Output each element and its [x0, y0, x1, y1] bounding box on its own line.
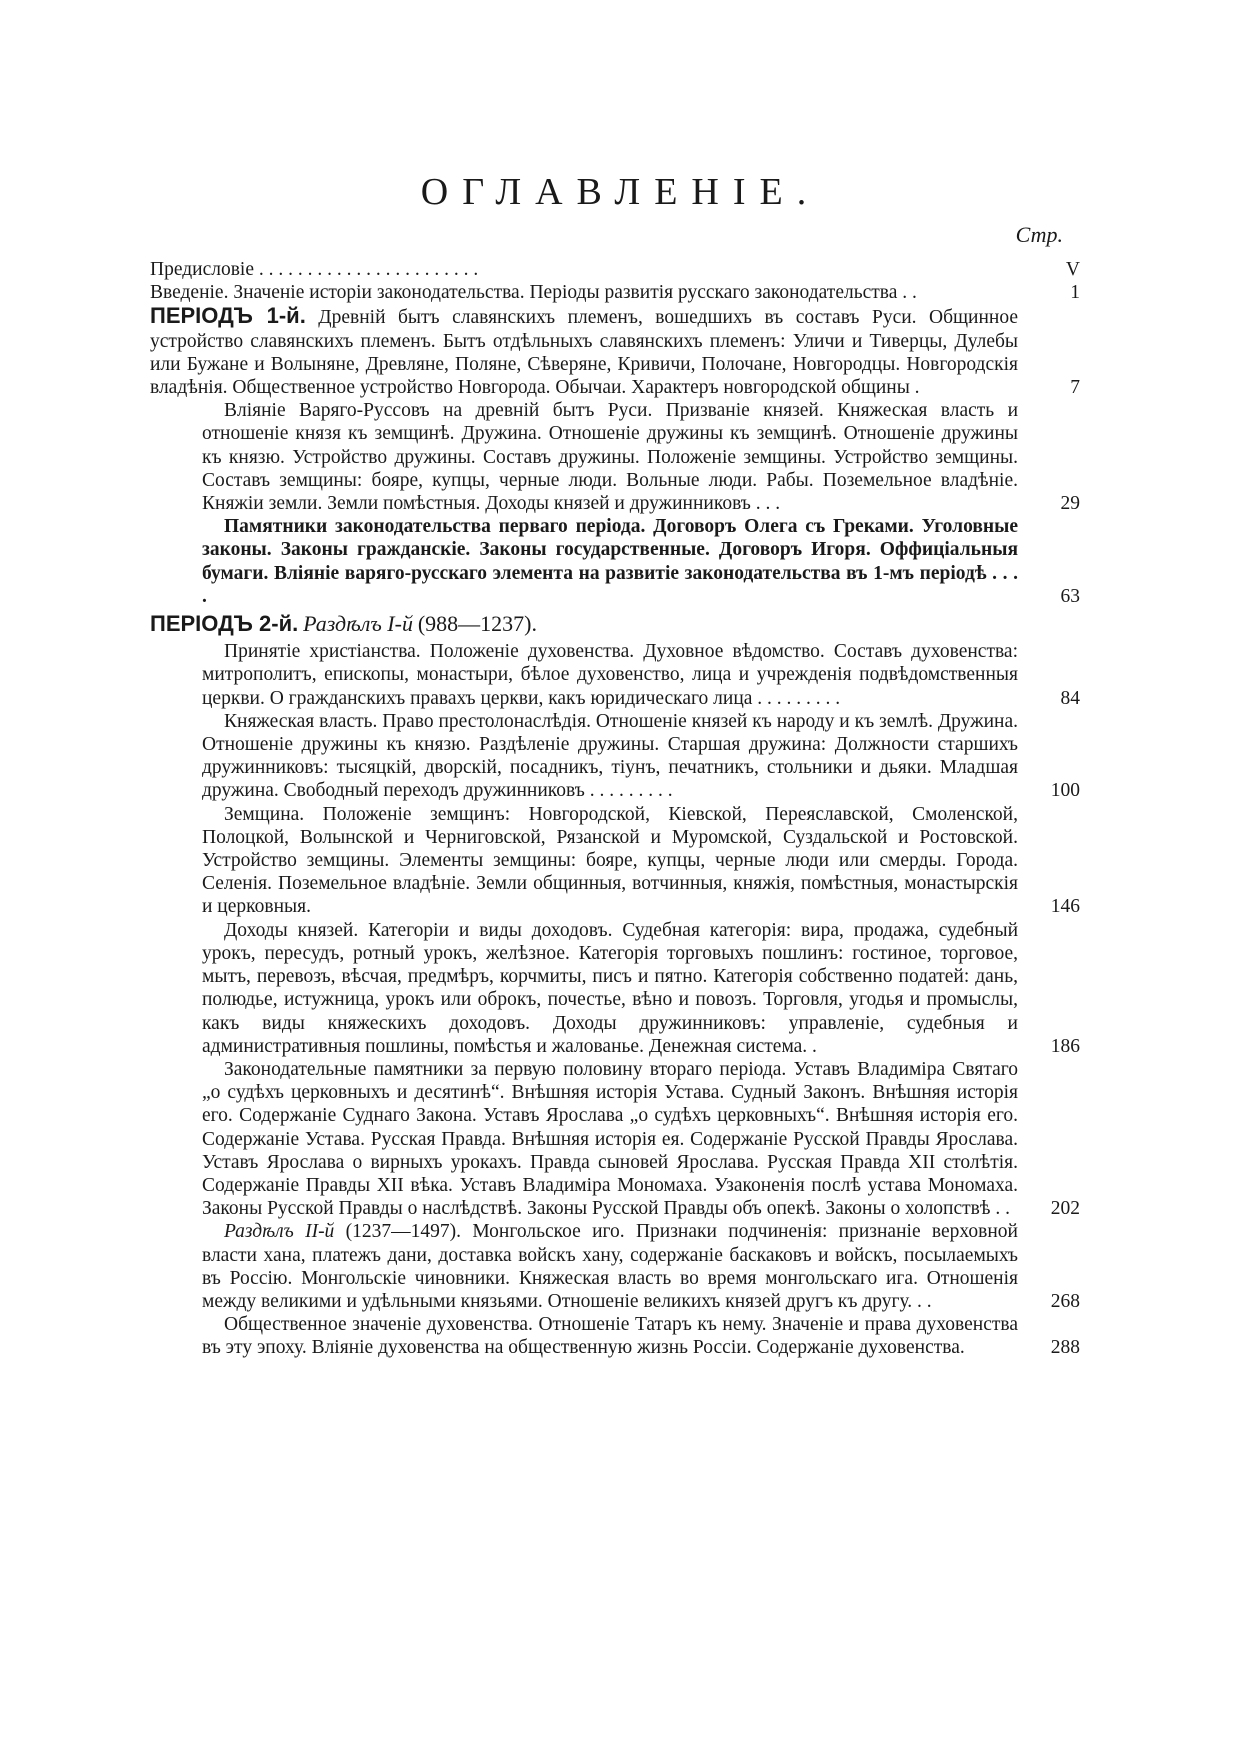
toc-entry-text: Вліяніе Варяго-Руссовъ на древній бытъ Руси. Призваніе князей. Княжеская власть и отношеніе князя къ земщинѣ. Дружина. Отношеніе дружины къ земщинѣ. Отношеніе дружины къ князю. Устройство дружины. Составъ дружины. Положеніе земщины. Устройство земщины. Составъ земщины: бояре, купцы, черные люди. Вольные люди. Рабы. Поземельное владѣніе. Княжіи земли. Земли помѣстныя. Доходы князей и дружинниковъ . . . — [202, 400, 1018, 515]
toc-page-number: 100 — [1050, 780, 1080, 802]
toc-entry-text: Законодательные памятники за первую половину втораго періода. Уставъ Владиміра Святаго „о судѣхъ церковныхъ и десятинѣ“. Внѣшняя исторія Устава. Судный Законъ. Внѣшняя исторія его. Содержаніе Суднаго Закона. Уставъ Ярослава „о судѣхъ церковныхъ“. Внѣшняя исторія его. Содержаніе Устава. Русская Правда. Внѣшняя исторія ея. Содержаніе Русской Правды Ярослава. Уставъ Ярослава о вирныхъ урокахъ. Правда сыновей Ярослава. Русская Правда XII столѣтія. Содержаніе Правды XII вѣка. Уставъ Владиміра Мономаха. Узаконенія послѣ устава Мономаха. Законы Русской Правды о наслѣдствѣ. Законы Русской Правды объ опекѣ. Законы о холопствѣ . . — [202, 1058, 1018, 1220]
page-title: ОГЛАВЛЕНІЕ. — [420, 171, 821, 213]
toc-entry — [150, 640, 1080, 710]
toc-entry — [150, 1220, 1080, 1313]
toc-page-number: 1 — [1070, 282, 1080, 304]
toc-entry — [150, 515, 1080, 608]
toc-page-number: 186 — [1050, 1035, 1080, 1057]
toc-entry — [150, 710, 1080, 803]
toc-entry-text: Земщина. Положеніе земщинъ: Новгородской, Кіевской, Переяславской, Смоленской, Полоцкой, Волынской и Черниговской, Рязанской и Муромской, Суздальской и Ростовской. Устройство земщины. Элементы земщины: бояре, купцы, черные люди или смерды. Города. Селенія. Поземельное владѣніе. Земли общинныя, вотчинныя, княжія, помѣстныя, монастырскія и церковныя. — [202, 803, 1018, 918]
toc-page-number: 84 — [1060, 687, 1080, 709]
toc-entry-text: Княжеская власть. Право престолонаслѣдія. Отношеніе князей къ народу и къ землѣ. Дружина. Отношеніе дружины къ князю. Раздѣленіе дружины. Старшая дружина: Должности старшихъ дружинниковъ: тысяцкій, дворскій, посадникъ, тіунъ, печатникъ, стольники и дьяки. Младшая дружина. Свободный переходъ дружинниковъ . . . . . . . . . — [202, 710, 1018, 802]
toc-page-number: 268 — [1050, 1290, 1080, 1312]
table-of-contents — [150, 258, 1080, 1360]
toc-entry — [150, 399, 1080, 515]
section-heading: Раздѣлъ I-й — [303, 611, 413, 637]
period-heading: ПЕРІОДЪ 1-й. — [150, 303, 306, 329]
toc-entry-text: Древній бытъ славянскихъ племенъ, вошедшихъ въ составъ Руси. Общинное устройство славянскихъ племенъ. Бытъ отдѣльныхъ славянскихъ племенъ: Уличи и Тиверцы, Дулебы или Бужане и Волыняне, Древляне, Поляне, Сѣверяне, Кривичи, Полочане, Новгородцы. Новгородскія владѣнія. Общественное устройство Новгорода. Обычаи. Характеръ новгородской общины . — [150, 307, 1018, 399]
toc-entry-text: Введеніе. Значеніе исторіи законодательства. Періоды развитія русскаго законодательства . . — [150, 282, 917, 304]
toc-page-number: 29 — [1060, 493, 1080, 515]
toc-entry-text: Доходы князей. Категоріи и виды доходовъ. Судебная категорія: вира, продажа, судебный урокъ, пересудъ, ротный урокъ, желѣзное. Категорія торговыхъ пошлинъ: гостиное, торговое, мытъ, перевозъ, вѣсчая, предмѣръ, корчмиты, писъ и пятно. Категорія собственно податей: дань, полюдье, истужница, урокъ или оброкъ, почестье, вѣно и повозъ. Торговля, угодья и промыслы, какъ виды княжескихъ доходовъ. Доходы дружинниковъ: управленіе, судебныя и административныя пошлины, помѣстья и жалованье. Денежная система. . — [202, 919, 1018, 1057]
toc-page-number: 63 — [1060, 585, 1080, 607]
section-heading: Раздѣлъ II-й — [224, 1221, 335, 1243]
toc-entry-text: Предисловіе . . . . . . . . . . . . . . . . . . . . . . . — [150, 259, 479, 280]
toc-page-number: 202 — [1050, 1198, 1080, 1220]
toc-entry-period-1 — [150, 304, 1080, 399]
toc-entry-text: Принятіе христіанства. Положеніе духовенства. Духовное вѣдомство. Составъ духовенства: митрополитъ, епископы, монастыри, бѣлое духовенство, лица и учрежденія подвѣдомственныя церкви. О гражданскихъ правахъ церкви, какъ юридическаго лица . . . . . . . . . — [202, 641, 1018, 709]
toc-entry — [150, 1058, 1080, 1220]
section-years: (988—1237). — [417, 611, 537, 637]
toc-entry — [150, 258, 1080, 281]
toc-page-number: 288 — [1050, 1337, 1080, 1359]
toc-entry — [150, 1313, 1080, 1359]
toc-entry — [150, 281, 1080, 304]
toc-entry — [150, 803, 1080, 919]
toc-entry — [150, 919, 1080, 1058]
toc-entry-text: Памятники законодательства перваго періода. Договоръ Олега съ Греками. Уголовные законы. Законы гражданскіе. Законы государственные. Договоръ Игоря. Оффиціальныя бумаги. Вліяніе варяго-русскаго элемента на развитіе законодательства въ 1-мъ періодѣ . . . . — [202, 516, 1018, 607]
toc-entry-text: Общественное значеніе духовенства. Отношеніе Татаръ къ нему. Значеніе и права духовенства въ эту эпоху. Вліяніе духовенства на общественную жизнь Россіи. Содержаніе духовенства. — [202, 1314, 1018, 1359]
toc-entry-text: Монгольское иго. Признаки подчиненія: признаніе верховной власти хана, платежъ дани, доставка войскъ хану, содержаніе баскаковъ и войскъ, посылаемыхъ въ Россію. Монгольскіе чиновники. Княжеская власть во время монгольскаго ига. Отношенія между великими и удѣльными князьями. Отношеніе великихъ князей другъ къ другу. . . — [202, 1221, 1018, 1312]
toc-page-number: 146 — [1050, 896, 1080, 918]
page-column-label: Стр. — [1015, 222, 1063, 247]
period-heading: ПЕРІОДЪ 2-й. — [150, 611, 299, 637]
section-years: (1237—1497). — [345, 1221, 461, 1243]
toc-page-number: 7 — [1070, 377, 1080, 399]
toc-entry-period-2 — [150, 612, 1080, 637]
toc-page-number: V — [1065, 259, 1080, 280]
